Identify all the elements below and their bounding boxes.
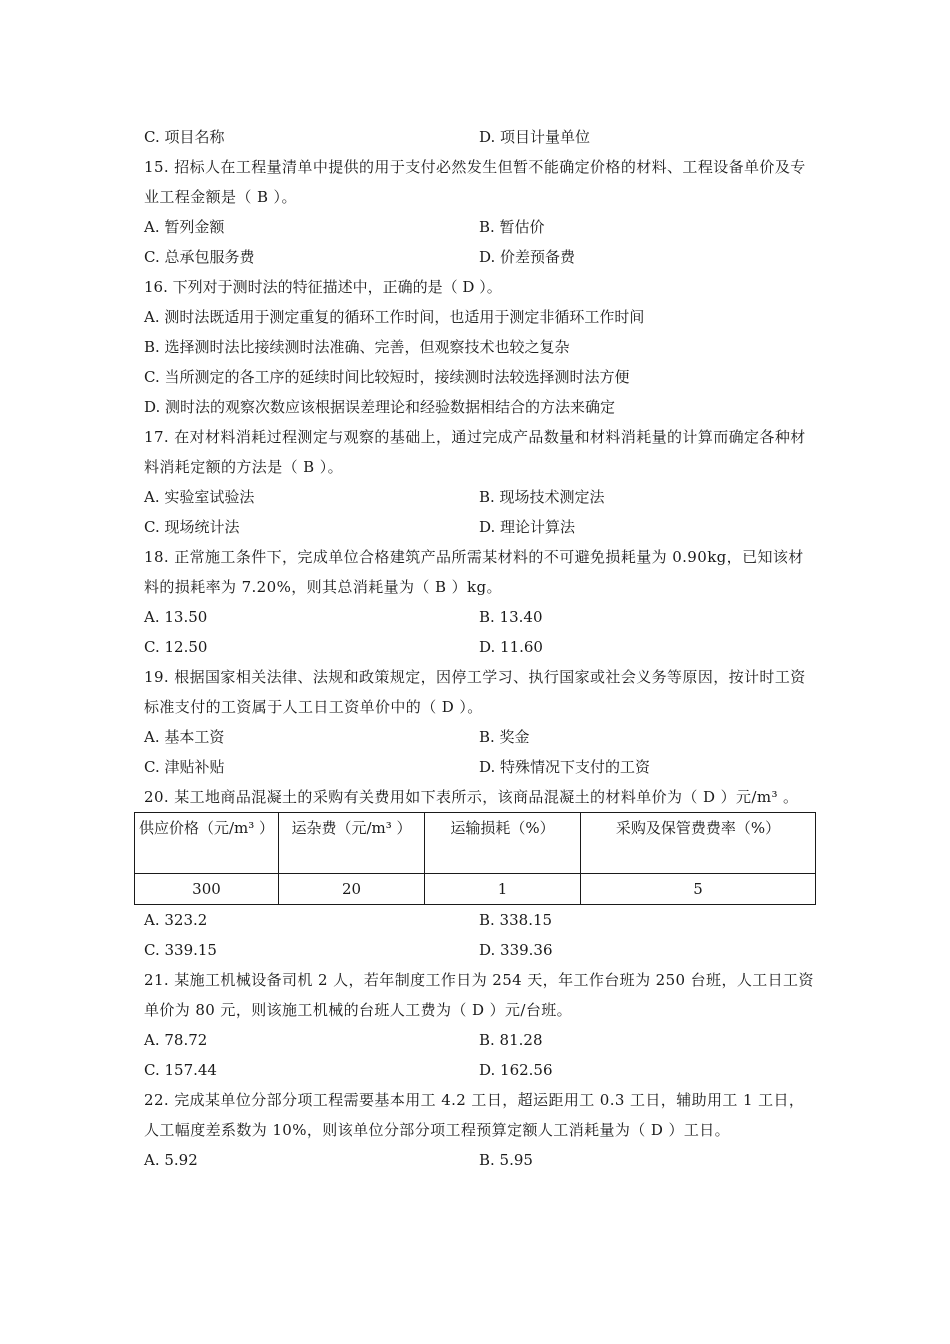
question-21-stem: 21. 某施工机械设备司机 2 人，若年制度工作日为 254 天，年工作台班为 250 台班，人工日工资单价为 80 元，则该施工机械的台班人工费为（ D ）元/台班。 <box>144 971 814 1019</box>
option-a: A. 实验室试验法 <box>144 488 255 506</box>
option-d: D. 特殊情况下支付的工资 <box>479 758 651 776</box>
option-c: C. 339.15 <box>144 941 217 959</box>
option-a: A. 暂列金额 <box>144 218 225 236</box>
header-freight: 运杂费（元/m³ ） <box>279 813 425 874</box>
option-a: A. 基本工资 <box>144 728 225 746</box>
option-b: B. 81.28 <box>479 1031 543 1049</box>
option-c: C. 总承包服务费 <box>144 248 255 266</box>
option-a: A. 13.50 <box>144 608 208 626</box>
option-c: C. 12.50 <box>144 638 208 656</box>
option-a: A. 323.2 <box>144 911 208 929</box>
option-d: D. 162.56 <box>479 1061 553 1079</box>
option-b: B. 奖金 <box>479 728 530 746</box>
header-procurement-rate: 采购及保管费费率（%） <box>581 813 816 874</box>
options-row <box>144 482 816 512</box>
question-16-stem: 16. 下列对于测时法的特征描述中，正确的是（ D ）。 <box>144 278 502 296</box>
option-c: C. 当所测定的各工序的延续时间比较短时，接续测时法较选择测时法方便 <box>144 368 630 386</box>
option-c: C. 现场统计法 <box>144 518 240 536</box>
option-d: D. 339.36 <box>479 941 553 959</box>
option-c: C. 项目名称 <box>144 128 225 146</box>
option-b: B. 5.95 <box>479 1151 533 1169</box>
options-row <box>144 752 816 782</box>
options-row <box>144 632 816 662</box>
options-row <box>144 602 816 632</box>
header-supply-price: 供应价格（元/m³ ） <box>135 813 279 874</box>
options-row <box>144 722 816 752</box>
option-b: B. 338.15 <box>479 911 553 929</box>
material-cost-table <box>134 812 816 905</box>
question-22-stem: 22. 完成某单位分部分项工程需要基本用工 4.2 工日，超运距用工 0.3 工日，辅助用工 1 工日，人工幅度差系数为 10%，则该单位分部分项工程预算定额人工消耗量为（ D ）工日。 <box>144 1091 805 1139</box>
option-d: D. 11.60 <box>479 638 543 656</box>
cell-freight: 20 <box>279 874 425 905</box>
options-row <box>144 1055 816 1085</box>
options-row <box>144 905 816 935</box>
option-b: B. 13.40 <box>479 608 543 626</box>
document-page <box>139 122 816 1175</box>
options-row <box>144 242 816 272</box>
option-b: B. 暂估价 <box>479 218 545 236</box>
header-transport-loss: 运输损耗（%） <box>425 813 581 874</box>
question-18-stem: 18. 正常施工条件下，完成单位合格建筑产品所需某材料的不可避免损耗量为 0.90kg，已知该材料的损耗率为 7.20%，则其总消耗量为（ B ）kg。 <box>144 548 804 596</box>
question-15-stem: 15. 招标人在工程量清单中提供的用于支付必然发生但暂不能确定价格的材料、工程设备单价及专业工程金额是（ B ）。 <box>144 158 806 206</box>
option-b: B. 选择测时法比接续测时法准确、完善，但观察技术也较之复杂 <box>144 338 570 356</box>
options-row <box>144 935 816 965</box>
cell-supply-price: 300 <box>135 874 279 905</box>
option-a: A. 78.72 <box>144 1031 208 1049</box>
question-20-stem: 20. 某工地商品混凝土的采购有关费用如下表所示，该商品混凝土的材料单价为（ D ）元/m³ 。 <box>144 788 799 806</box>
table-header-row <box>135 813 816 874</box>
option-d: D. 理论计算法 <box>479 518 576 536</box>
question-19-stem: 19. 根据国家相关法律、法规和政策规定，因停工学习、执行国家或社会义务等原因，按计时工资标准支付的工资属于人工日工资单价中的（ D ）。 <box>144 668 806 716</box>
cell-procurement-rate: 5 <box>581 874 816 905</box>
option-a: A. 测时法既适用于测定重复的循环工作时间，也适用于测定非循环工作时间 <box>144 308 645 326</box>
options-row <box>144 212 816 242</box>
options-row <box>144 1145 816 1175</box>
option-c: C. 津贴补贴 <box>144 758 225 776</box>
table-row <box>135 874 816 905</box>
option-d: D. 价差预备费 <box>479 248 576 266</box>
options-row <box>144 512 816 542</box>
question-17-stem: 17. 在对材料消耗过程测定与观察的基础上，通过完成产品数量和材料消耗量的计算而确定各种材料消耗定额的方法是（ B ）。 <box>144 428 806 476</box>
option-a: A. 5.92 <box>144 1151 198 1169</box>
option-d: D. 项目计量单位 <box>479 128 591 146</box>
cell-transport-loss: 1 <box>425 874 581 905</box>
options-row <box>144 122 816 152</box>
option-b: B. 现场技术测定法 <box>479 488 605 506</box>
option-d: D. 测时法的观察次数应该根据误差理论和经验数据相结合的方法来确定 <box>144 398 616 416</box>
options-row <box>144 1025 816 1055</box>
option-c: C. 157.44 <box>144 1061 217 1079</box>
